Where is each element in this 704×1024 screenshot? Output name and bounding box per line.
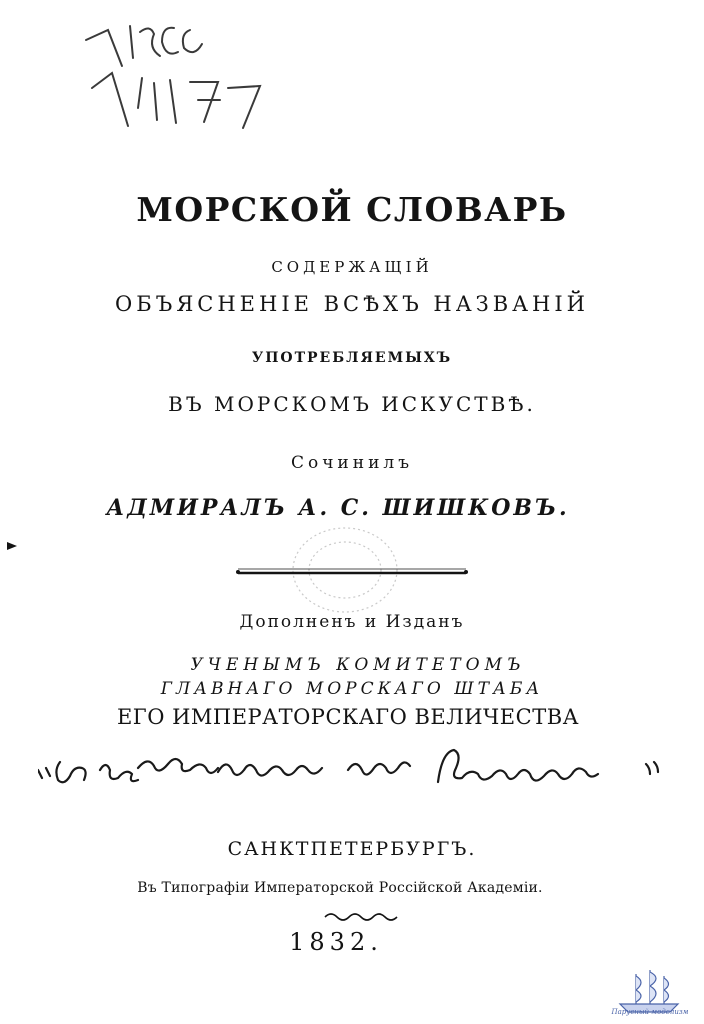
handwritten-shelfmark: [78, 18, 298, 133]
supplemented-label: Дополненъ и Изданъ: [239, 612, 465, 632]
city: САНКТПЕТЕРБУРГЪ.: [227, 838, 477, 860]
author-name: АДМИРАЛЪ А. С. ШИШКОВЪ.: [106, 495, 570, 521]
composed-label: Сочинилъ: [290, 453, 414, 473]
subtitle-art: ВЪ МОРСКОМЪ ИСКУСТВѢ.: [168, 392, 536, 416]
handwritten-note-portrait: [38, 742, 678, 802]
subtitle-used: УПОТРЕБЛЯЕМЫХЪ: [251, 350, 453, 366]
watermark-caption: Парусный моделизм: [611, 1008, 689, 1016]
book-title: МОРСКОЙ СЛОВАРЬ: [136, 190, 568, 229]
subtitle-contains: СОДЕРЖАЩIЙ: [271, 258, 433, 276]
page-mark-icon: [6, 540, 18, 552]
committee-line-2: ГЛАВНАГО МОРСКАГО ШТАБА: [160, 679, 544, 699]
majesty-line: ЕГО ИМПЕРАТОРСКАГО ВЕЛИЧЕСТВА: [116, 705, 580, 729]
faded-library-stamp: [285, 520, 405, 620]
subtitle-explanation: ОБЪЯСНЕНIЕ ВСѢХЪ НАЗВАНIЙ: [115, 292, 589, 316]
printing-house: Въ Типографiи Императорской Россiйской Академiи.: [137, 880, 543, 896]
committee-line-1: УЧЕНЫМЪ КОМИТЕТОМЪ: [190, 655, 526, 675]
publication-year: 1832.: [289, 928, 383, 956]
